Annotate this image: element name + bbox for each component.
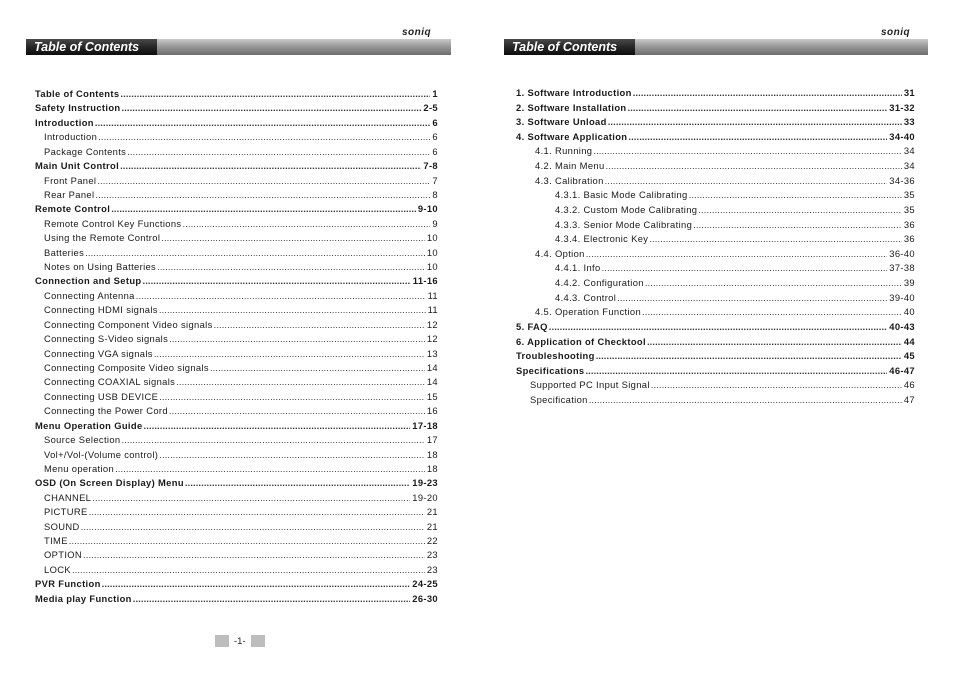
toc-entry[interactable] xyxy=(44,333,438,345)
toc-entry[interactable] xyxy=(44,564,438,576)
toc-entry-page: 36 xyxy=(903,218,915,230)
toc-leader-dots xyxy=(606,160,902,172)
toc-leader-dots xyxy=(647,336,902,348)
toc-entry-label: Batteries xyxy=(44,246,85,258)
toc-entry-label: PVR Function xyxy=(35,578,101,590)
toc-entry-label: 6. Application of Checktool xyxy=(516,335,646,347)
toc-entry[interactable] xyxy=(516,131,915,143)
header-bar xyxy=(26,39,451,55)
toc-entry-label: Supported PC Input Signal xyxy=(530,379,650,391)
toc-entry[interactable] xyxy=(44,348,438,360)
toc-entry[interactable] xyxy=(44,319,438,331)
toc-entry-label: 4.3.4. Electronic Key xyxy=(555,233,649,245)
toc-entry-label: Connecting S-Video signals xyxy=(44,333,169,345)
toc-leader-dots xyxy=(651,379,902,391)
toc-leader-dots xyxy=(605,175,888,187)
toc-entry-page: 11-16 xyxy=(412,275,438,287)
toc-entry-label: Troubleshooting xyxy=(516,350,595,362)
toc-entry[interactable] xyxy=(35,420,438,432)
toc-entry-label: 4.4.2. Configuration xyxy=(555,277,644,289)
toc-leader-dots xyxy=(142,275,410,287)
toc-leader-dots xyxy=(689,189,902,201)
toc-leader-dots xyxy=(85,247,425,259)
toc-entry-label: Remote Control Key Functions xyxy=(44,217,182,229)
toc-entry[interactable] xyxy=(516,321,915,333)
toc-entry[interactable] xyxy=(44,189,438,201)
toc-entry-label: Notes on Using Batteries xyxy=(44,261,157,273)
toc-entry-page: 21 xyxy=(426,506,438,518)
toc-entry-page: 23 xyxy=(426,563,438,575)
toc-leader-dots xyxy=(585,365,887,377)
toc-entry-page: 34-36 xyxy=(889,174,915,186)
header-tab xyxy=(26,39,157,55)
toc-entry[interactable] xyxy=(535,306,915,318)
toc-entry-page: 11 xyxy=(427,289,438,301)
toc-entry-page: 12 xyxy=(426,318,438,330)
toc-leader-dots xyxy=(176,376,425,388)
toc-entry-page: 7 xyxy=(432,174,438,186)
page-number-block-left xyxy=(215,635,229,647)
toc-entry-label: 4.4.3. Control xyxy=(555,291,617,303)
page-number-text: -1- xyxy=(234,635,246,647)
toc-entry-label: Connecting COAXIAL signals xyxy=(44,376,176,388)
toc-entry-label: Table of Contents xyxy=(35,88,120,99)
toc-entry-page: 10 xyxy=(426,232,438,244)
toc-leader-dots xyxy=(120,88,430,100)
toc-entry-page: 6 xyxy=(432,145,438,157)
toc-entry-label: Introduction xyxy=(35,116,94,128)
toc-entry-page: 18 xyxy=(426,462,438,474)
toc-entry-label: SOUND xyxy=(44,520,80,532)
toc-entry-label: 4. Software Application xyxy=(516,130,628,142)
toc-leader-dots xyxy=(586,248,888,260)
toc-entry-label: Specification xyxy=(530,394,588,406)
toc-entry-page: 9 xyxy=(432,217,438,229)
toc-entry[interactable] xyxy=(44,391,438,403)
page-title: Table of Contents xyxy=(512,40,618,54)
toc-entry-page: 1 xyxy=(432,88,438,99)
toc-leader-dots xyxy=(628,131,887,143)
toc-entry-label: Connecting Composite Video signals xyxy=(44,361,209,373)
brand-logo: soniq xyxy=(402,27,432,38)
toc-entry[interactable] xyxy=(44,218,438,230)
toc-leader-dots xyxy=(159,449,425,461)
toc-entry-page: 6 xyxy=(432,116,438,128)
toc-entry-page: 17-18 xyxy=(412,419,438,431)
toc-entry[interactable] xyxy=(44,232,438,244)
page-number xyxy=(215,635,265,647)
toc-leader-dots xyxy=(121,434,424,446)
toc-leader-dots xyxy=(127,146,430,158)
toc-entry-label: Remote Control xyxy=(35,203,111,215)
toc-entry-label: 5. FAQ xyxy=(516,320,548,332)
toc-leader-dots xyxy=(121,102,421,114)
toc-entry[interactable] xyxy=(555,233,915,245)
toc-entry-page: 10 xyxy=(426,246,438,258)
toc-leader-dots xyxy=(157,261,425,273)
toc-entry-label: Safety Instruction xyxy=(35,102,121,114)
toc-leader-dots xyxy=(69,535,425,547)
toc-entry-label: 4.4. Option xyxy=(535,247,585,259)
toc-entry-page: 34 xyxy=(903,145,915,157)
toc-entry-label: Source Selection xyxy=(44,434,121,446)
toc-entry[interactable] xyxy=(516,116,915,128)
toc-entry[interactable] xyxy=(35,477,438,489)
toc-entry-label: OPTION xyxy=(44,549,83,561)
toc-entry-page: 39 xyxy=(903,277,915,289)
toc-entry-page: 11 xyxy=(427,304,438,316)
toc-leader-dots xyxy=(92,492,410,504)
toc-entry[interactable] xyxy=(44,175,438,187)
toc-entry-label: LOCK xyxy=(44,563,71,575)
toc-entry[interactable] xyxy=(44,535,438,547)
toc-entry-page: 34 xyxy=(903,160,915,172)
toc-leader-dots xyxy=(602,262,888,274)
toc-entry-page: 31-32 xyxy=(889,101,915,113)
toc-entry-page: 35 xyxy=(903,189,915,201)
toc-entry-label: Menu operation xyxy=(44,462,115,474)
toc-entry[interactable] xyxy=(44,261,438,273)
toc-entry[interactable] xyxy=(44,492,438,504)
toc-entry[interactable] xyxy=(44,290,438,302)
toc-entry-page: 35 xyxy=(903,203,915,215)
toc-entry[interactable] xyxy=(44,247,438,259)
toc-leader-dots xyxy=(120,160,421,172)
toc-entry-label: 4.3. Calibration xyxy=(535,174,604,186)
toc-entry-label: Specifications xyxy=(516,364,585,376)
toc-entry-label: 3. Software Unload xyxy=(516,116,607,128)
toc-leader-dots xyxy=(136,290,426,302)
toc-entry[interactable] xyxy=(516,365,915,377)
toc-entry[interactable] xyxy=(44,146,438,158)
toc-entry-label: Media play Function xyxy=(35,592,132,604)
toc-entry[interactable] xyxy=(35,593,438,605)
toc-leader-dots xyxy=(95,117,431,129)
toc-entry[interactable] xyxy=(516,350,915,362)
toc-entry[interactable] xyxy=(555,262,915,274)
toc-entry-page: 21 xyxy=(426,520,438,532)
toc-entry[interactable] xyxy=(516,336,915,348)
toc-entry-page: 39-40 xyxy=(889,291,915,303)
toc-entry-label: Front Panel xyxy=(44,174,97,186)
toc-entry-label: Menu Operation Guide xyxy=(35,419,143,431)
toc-leader-dots xyxy=(589,394,902,406)
toc-leader-dots xyxy=(182,218,430,230)
toc-leader-dots xyxy=(144,420,411,432)
toc-entry-label: 4.3.2. Custom Mode Calibrating xyxy=(555,203,698,215)
toc-entry[interactable] xyxy=(555,189,915,201)
toc-entry-label: Vol+/Vol-(Volume control) xyxy=(44,448,159,460)
toc-entry-label: Connecting VGA signals xyxy=(44,347,153,359)
toc-leader-dots xyxy=(102,578,411,590)
toc-leader-dots xyxy=(89,506,425,518)
toc-entry-page: 40-43 xyxy=(889,320,915,332)
toc-leader-dots xyxy=(95,189,430,201)
toc-entry-label: 4.3.3. Senior Mode Calibrating xyxy=(555,218,693,230)
toc-leader-dots xyxy=(617,292,887,304)
toc-entry-page: 44 xyxy=(903,335,915,347)
toc-entry-label: Connection and Setup xyxy=(35,275,142,287)
toc-entry-page: 46-47 xyxy=(889,364,915,376)
toc-entry-page: 47 xyxy=(903,394,915,406)
toc-entry[interactable] xyxy=(35,88,438,100)
toc-leader-dots xyxy=(115,463,425,475)
toc-leader-dots xyxy=(608,116,902,128)
toc-entry-page: 17 xyxy=(426,434,438,446)
brand-logo: soniq xyxy=(881,27,911,38)
toc-entry[interactable] xyxy=(35,160,438,172)
toc-entry[interactable] xyxy=(35,203,438,215)
toc-entry-page: 7-8 xyxy=(423,160,438,172)
toc-leader-dots xyxy=(83,549,425,561)
toc-entry[interactable] xyxy=(44,549,438,561)
toc-entry-label: 4.2. Main Menu xyxy=(535,160,605,172)
toc-leader-dots xyxy=(161,232,425,244)
toc-entry[interactable] xyxy=(35,102,438,114)
toc-leader-dots xyxy=(642,306,902,318)
toc-entry-label: Package Contents xyxy=(44,145,127,157)
toc-leader-dots xyxy=(81,521,425,533)
toc-entry[interactable] xyxy=(44,449,438,461)
toc-entry-page: 8 xyxy=(432,188,438,200)
toc-entry[interactable] xyxy=(530,394,915,406)
toc-leader-dots xyxy=(169,405,425,417)
toc-entry-label: Connecting USB DEVICE xyxy=(44,390,159,402)
toc-entry-page: 37-38 xyxy=(889,262,915,274)
toc-entry-label: 4.3.1. Basic Mode Calibrating xyxy=(555,189,688,201)
toc-leader-dots xyxy=(133,593,411,605)
toc-entry-page: 31 xyxy=(903,87,915,98)
toc-leader-dots xyxy=(98,131,430,143)
toc-leader-dots xyxy=(593,145,901,157)
right-page xyxy=(477,0,954,674)
header-tab xyxy=(504,39,635,55)
toc-entry-label: Connecting the Power Cord xyxy=(44,405,168,417)
toc-entry-page: 40 xyxy=(903,306,915,318)
toc-entry[interactable] xyxy=(516,102,915,114)
toc-entry-label: 4.1. Running xyxy=(535,145,593,157)
toc-entry-label: 2. Software Installation xyxy=(516,101,627,113)
toc-entry-label: Using the Remote Control xyxy=(44,232,161,244)
toc-entry-label: TIME xyxy=(44,535,68,547)
toc-entry-label: PICTURE xyxy=(44,506,88,518)
toc-entry-page: 2-5 xyxy=(423,102,438,114)
toc-leader-dots xyxy=(72,564,425,576)
toc-leader-dots xyxy=(210,362,425,374)
page-number-block-right xyxy=(251,635,265,647)
toc-entry-page: 36-40 xyxy=(889,247,915,259)
toc-entry-page: 16 xyxy=(426,405,438,417)
toc-entry-page: 34-40 xyxy=(889,130,915,142)
toc-entry-label: Introduction xyxy=(44,131,98,143)
toc-entry-page: 10 xyxy=(426,261,438,273)
toc-leader-dots xyxy=(649,233,902,245)
toc-entry[interactable] xyxy=(35,117,438,129)
toc-entry[interactable] xyxy=(44,506,438,518)
toc-leader-dots xyxy=(596,350,902,362)
toc-entry-label: Connecting Component Video signals xyxy=(44,318,213,330)
toc-entry-label: Rear Panel xyxy=(44,188,95,200)
toc-leader-dots xyxy=(159,391,425,403)
toc-entry[interactable] xyxy=(535,160,915,172)
toc-entry-label: Main Unit Control xyxy=(35,160,120,172)
toc-entry[interactable] xyxy=(535,248,915,260)
toc-entry-label: OSD (On Screen Display) Menu xyxy=(35,477,184,489)
toc-leader-dots xyxy=(633,87,902,99)
toc-entry-label: 1. Software Introduction xyxy=(516,87,632,98)
toc-entry-page: 19-23 xyxy=(412,477,438,489)
toc-entry[interactable] xyxy=(35,578,438,590)
toc-entry-page: 15 xyxy=(426,390,438,402)
toc-entry[interactable] xyxy=(555,204,915,216)
toc-entry-page: 13 xyxy=(426,347,438,359)
toc-entry[interactable] xyxy=(535,145,915,157)
toc-entry-page: 24-25 xyxy=(412,578,438,590)
toc-entry-page: 23 xyxy=(426,549,438,561)
toc-entry[interactable] xyxy=(535,175,915,187)
toc-entry[interactable] xyxy=(530,379,915,391)
toc-leader-dots xyxy=(111,203,416,215)
toc-leader-dots xyxy=(645,277,902,289)
toc-entry-label: CHANNEL xyxy=(44,491,92,503)
toc-entry-page: 9-10 xyxy=(417,203,438,215)
toc-entry[interactable] xyxy=(516,87,915,99)
toc-entry-page: 26-30 xyxy=(412,592,438,604)
toc-entry[interactable] xyxy=(44,463,438,475)
toc-entry-page: 14 xyxy=(426,361,438,373)
header-bar xyxy=(504,39,928,55)
toc-entry[interactable] xyxy=(44,362,438,374)
toc-leader-dots xyxy=(159,304,426,316)
toc-entry-label: Connecting Antenna xyxy=(44,289,135,301)
toc-entry-page: 33 xyxy=(903,116,915,128)
toc-leader-dots xyxy=(214,319,425,331)
toc-entry-label: Connecting HDMI signals xyxy=(44,304,158,316)
toc-entry-page: 19-20 xyxy=(412,491,438,503)
page-title: Table of Contents xyxy=(34,40,140,54)
toc-entry[interactable] xyxy=(44,521,438,533)
toc-entry-label: 4.5. Operation Function xyxy=(535,306,642,318)
toc-entry-page: 45 xyxy=(903,350,915,362)
toc-entry[interactable] xyxy=(35,275,438,287)
toc-entry-page: 6 xyxy=(432,131,438,143)
toc-entry-page: 22 xyxy=(426,535,438,547)
toc-leader-dots xyxy=(549,321,887,333)
toc-entry-page: 18 xyxy=(426,448,438,460)
toc-leader-dots xyxy=(698,204,902,216)
toc-entry-page: 46 xyxy=(903,379,915,391)
toc-leader-dots xyxy=(185,477,410,489)
toc-entry-page: 36 xyxy=(903,233,915,245)
toc-entry[interactable] xyxy=(555,219,915,231)
toc-entry[interactable] xyxy=(44,304,438,316)
toc-entry[interactable] xyxy=(44,376,438,388)
toc-entry[interactable] xyxy=(44,434,438,446)
toc-leader-dots xyxy=(693,219,902,231)
toc-entry[interactable] xyxy=(44,405,438,417)
toc-entry-page: 14 xyxy=(426,376,438,388)
toc-entry[interactable] xyxy=(555,277,915,289)
toc-leader-dots xyxy=(97,175,430,187)
toc-leader-dots xyxy=(154,348,425,360)
toc-leader-dots xyxy=(169,333,425,345)
toc-leader-dots xyxy=(628,102,888,114)
toc-entry[interactable] xyxy=(44,131,438,143)
toc-entry-page: 12 xyxy=(426,333,438,345)
toc-entry-label: 4.4.1. Info xyxy=(555,262,601,274)
toc-entry[interactable] xyxy=(555,292,915,304)
